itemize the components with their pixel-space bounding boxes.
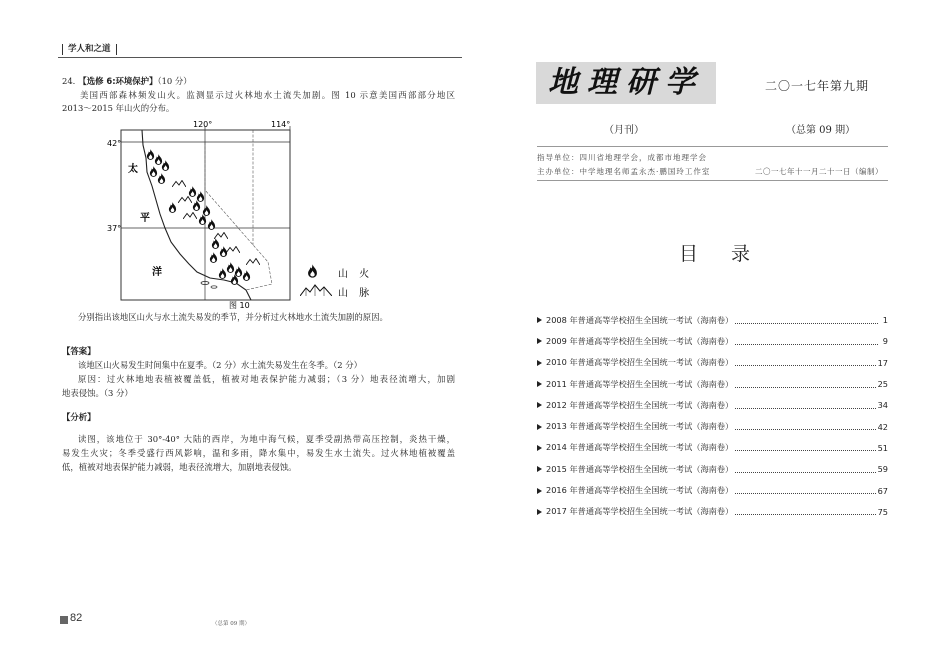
toc-entry-title: 2015 年普通高等学校招生全国统一考试（海南卷）	[546, 463, 734, 474]
dot-leader	[735, 323, 878, 324]
question-module: 【选修 6:环境保护】	[78, 76, 158, 86]
toc-entry-page: 17	[877, 357, 888, 368]
masthead-rule-top	[537, 146, 888, 147]
toc-entry-title: 2017 年普通高等学校招生全国统一考试（海南卷）	[546, 506, 734, 517]
triangle-bullet-icon	[537, 445, 542, 451]
toc-entry	[537, 416, 888, 437]
dot-leader	[735, 450, 875, 451]
page-number: 82	[70, 612, 83, 624]
dot-leader	[735, 344, 878, 345]
ocean-label-char: 太	[128, 164, 138, 175]
toc-entry	[537, 331, 888, 352]
toc-entry-title: 2014 年普通高等学校招生全国统一考试（海南卷）	[546, 442, 734, 453]
toc-entry	[537, 310, 888, 331]
triangle-bullet-icon	[537, 424, 542, 430]
toc-entry-page: 51	[877, 442, 888, 453]
latitude-label: 37°	[107, 224, 122, 233]
toc-entry-title: 2008 年普通高等学校招生全国统一考试（海南卷）	[546, 314, 734, 325]
toc-entry	[537, 501, 888, 522]
analysis-line: 易发生火灾；冬季受盛行西风影响，温和多雨，降水集中，易发生水土流失。过火林地植被覆盖	[62, 448, 455, 458]
question-prompt: 分别指出该地区山火与水土流失易发的季节，并分析过火林地水土流失加剧的原因。	[78, 312, 388, 322]
toc-entry-page: 75	[877, 506, 888, 517]
masthead-rule-bottom	[537, 180, 888, 181]
triangle-bullet-icon	[537, 360, 542, 366]
toc-entry-title: 2011 年普通高等学校招生全国统一考试（海南卷）	[546, 378, 734, 389]
triangle-bullet-icon	[537, 338, 542, 344]
triangle-bullet-icon	[537, 488, 542, 494]
toc-entry-page: 67	[877, 485, 888, 496]
triangle-bullet-icon	[537, 381, 542, 387]
dot-leader	[735, 365, 875, 366]
toc-entry-page: 1	[882, 315, 888, 326]
toc-entry	[537, 480, 888, 501]
toc-title: 目 录	[679, 243, 758, 265]
figure-caption: 图 10	[229, 301, 250, 310]
toc-entry	[537, 352, 888, 373]
dot-leader	[735, 472, 875, 473]
toc-entry-title: 2009 年普通高等学校招生全国统一考试（海南卷）	[546, 335, 734, 346]
toc-entry	[537, 373, 888, 394]
running-header: 学人和之道	[62, 44, 117, 55]
toc-entry-title: 2012 年普通高等学校招生全国统一考试（海南卷）	[546, 399, 734, 410]
triangle-bullet-icon	[537, 317, 542, 323]
toc-entry	[537, 395, 888, 416]
toc-entry	[537, 437, 888, 458]
fire-icon	[308, 264, 317, 277]
guide-unit: 指导单位：四川省地理学会，成都市地理学会	[537, 153, 707, 162]
dot-leader	[735, 387, 875, 388]
analysis-line: 低，植被对地表保护能力减弱，地表径流增大，加剧地表侵蚀。	[62, 462, 297, 472]
answer-line: 地表侵蚀。（3 分）	[62, 388, 133, 398]
dot-leader	[735, 408, 875, 409]
legend-label-mountain: 山 脉	[338, 288, 374, 299]
latitude-label: 42°	[107, 139, 122, 148]
header-rule	[58, 57, 462, 58]
figure-10-fire-map	[100, 112, 390, 312]
issue-label: 二〇一七年第九期	[765, 79, 870, 93]
question-number: 24.	[62, 76, 76, 86]
toc-entry-page: 25	[877, 379, 888, 390]
frequency-label: （月刊）	[604, 125, 644, 136]
footer-issue: （总第 09 期）	[212, 621, 250, 627]
toc-entry-title: 2010 年普通高等学校招生全国统一考试（海南卷）	[546, 357, 734, 368]
total-issue-label: （总第 09 期）	[786, 125, 856, 136]
table-of-contents	[537, 310, 888, 523]
toc-entry-page: 9	[882, 336, 888, 347]
toc-entry-page: 42	[877, 421, 888, 432]
ocean-label-char: 洋	[152, 267, 162, 278]
longitude-label: 120°	[193, 120, 213, 129]
triangle-bullet-icon	[537, 509, 542, 515]
dot-leader	[735, 429, 875, 430]
question-heading	[62, 76, 192, 87]
compiled-date: 二〇一七年十一月二十一日（编制）	[755, 167, 883, 176]
analysis-line: 读图，该地位于 30°-40° 大陆的西岸，为地中海气候，夏季受副热带高压控制，炎热干燥，	[78, 434, 455, 444]
analysis-heading: 【分析】	[62, 412, 96, 422]
dot-leader	[735, 514, 875, 515]
toc-entry-page: 34	[877, 400, 888, 411]
ocean-label-char: 平	[140, 213, 150, 224]
dot-leader	[735, 493, 875, 494]
toc-entry-page: 59	[877, 464, 888, 475]
journal-masthead-logo: 地理研学	[536, 62, 716, 104]
triangle-bullet-icon	[537, 466, 542, 472]
question-stem-line: 2013～2015 年山火的分布。	[62, 103, 175, 113]
answer-line: 该地区山火易发生时间集中在夏季。（2 分）水土流失易发生在冬季。（2 分）	[78, 360, 362, 370]
mountain-icon	[300, 285, 332, 296]
question-score: （10 分）	[157, 76, 192, 86]
answer-heading: 【答案】	[62, 346, 96, 356]
answer-line: 原因：过火林地地表植被覆盖低，植被对地表保护能力减弱；（3 分）地表径流增大，加剧	[78, 374, 455, 384]
toc-entry-title: 2016 年普通高等学校招生全国统一考试（海南卷）	[546, 485, 734, 496]
host-unit: 主办单位：中学地理名师孟永杰·鹏国玲工作室	[537, 167, 711, 176]
page-number-marker	[60, 616, 68, 624]
triangle-bullet-icon	[537, 402, 542, 408]
longitude-label: 114°	[271, 120, 291, 129]
legend-label-fire: 山 火	[338, 269, 374, 280]
toc-entry-title: 2013 年普通高等学校招生全国统一考试（海南卷）	[546, 421, 734, 432]
question-stem-line: 美国西部森林频发山火。监测显示过火林地水土流失加剧。图 10 示意美国西部部分地区	[80, 90, 455, 100]
toc-entry	[537, 459, 888, 480]
